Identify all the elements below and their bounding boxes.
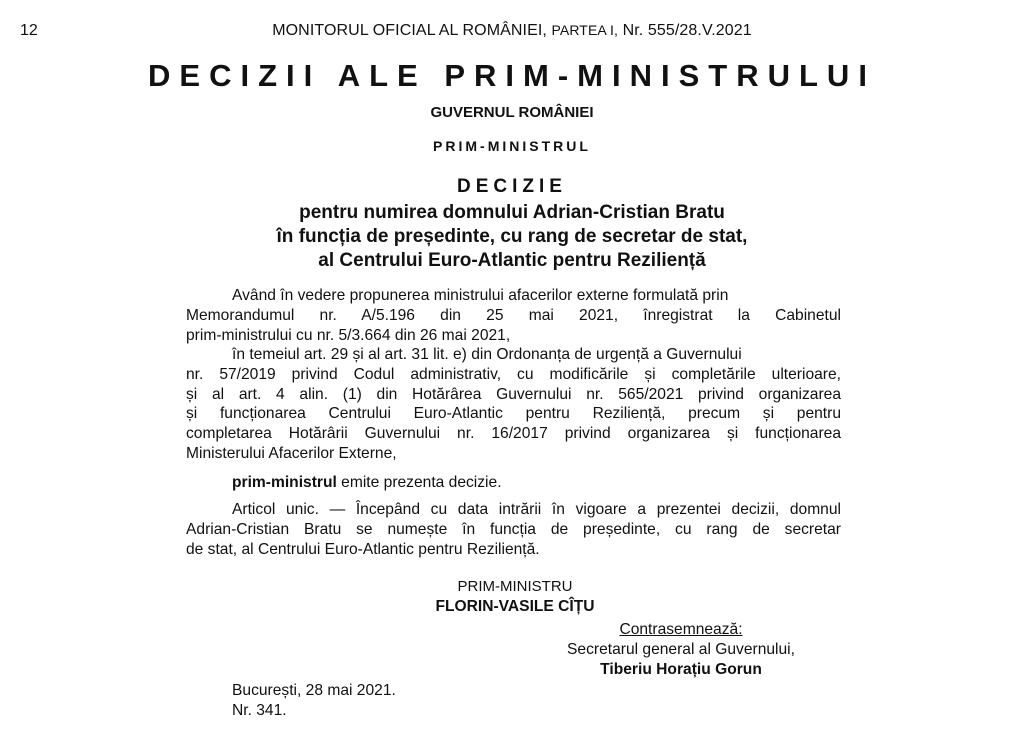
text-line: Având în vedere propunerea ministrului afacerilor externe formulată prin: [232, 287, 729, 304]
place-date: București, 28 mai 2021.: [232, 682, 396, 699]
paragraph-emits: [186, 473, 841, 493]
place-date-block: [232, 681, 396, 721]
document-title-line: pentru numirea domnului Adrian-Cristian Bratu: [299, 202, 725, 223]
signature-title: PRIM-MINISTRU: [457, 578, 573, 595]
gazette-title: MONITORUL OFICIAL AL ROMÂNIEI,: [272, 22, 547, 39]
text-line: și funcționarea Centrului Euro-Atlantic pentru Reziliență, precum și pentru: [186, 405, 841, 423]
paragraph-legal-basis: [186, 345, 841, 464]
text-line: de stat, al Centrului Euro-Atlantic pentru Reziliență.: [186, 540, 540, 558]
paragraph-considering: [186, 286, 841, 345]
countersign-name: Tiberiu Horațiu Gorun: [600, 661, 762, 678]
text-line: nr. 57/2019 privind Codul administrativ, cu modificările și completările ulterioare,: [186, 365, 841, 383]
document-title: [0, 201, 1024, 273]
text-line: Adrian-Cristian Bratu se numește în funcția de președinte, cu rang de secretar: [186, 520, 841, 538]
gazette-part: PARTEA I,: [551, 22, 619, 38]
countersign-label: Contrasemnează:: [619, 621, 743, 638]
countersign-role: Secretarul general al Guvernului,: [567, 641, 795, 658]
text-line: Ministerului Afacerilor Externe,: [186, 444, 397, 462]
text-line: [186, 473, 841, 493]
gazette-header: [0, 22, 1024, 40]
text-line: Memorandumul nr. A/5.196 din 25 mai 2021, înregistrat la Cabinetul: [186, 306, 841, 324]
text-line: și al art. 4 alin. (1) din Hotărârea Guvernului nr. 565/2021 privind organizarea: [186, 385, 841, 403]
gazette-issue: Nr. 555/28.V.2021: [622, 22, 752, 39]
emitter-bold: prim-ministrul: [232, 474, 337, 491]
paragraph-article: [186, 500, 841, 559]
document-title-line: în funcția de președinte, cu rang de secretar de stat,: [276, 226, 748, 247]
countersignature: [546, 620, 816, 680]
page-number: 12: [20, 22, 38, 39]
prime-minister-heading: PRIM-MINISTRUL: [433, 138, 591, 154]
government-heading: GUVERNUL ROMÂNIEI: [430, 104, 594, 121]
section-title: DECIZII ALE PRIM-MINISTRULUI: [148, 58, 876, 93]
document-title-line: al Centrului Euro-Atlantic pentru Reziliență: [318, 250, 706, 271]
signature-name: FLORIN-VASILE CÎȚU: [435, 598, 595, 615]
document-type: DECIZIE: [457, 176, 567, 197]
text-line: completarea Hotărârii Guvernului nr. 16/2017 privind organizarea și funcționarea: [186, 425, 841, 443]
decision-number: Nr. 341.: [232, 702, 287, 719]
text-line: în temeiul art. 29 și al art. 31 lit. e) din Ordonanța de urgență a Guvernului: [232, 346, 742, 363]
text-line: prim-ministrului cu nr. 5/3.664 din 26 mai 2021,: [186, 326, 511, 344]
text-line: Articol unic. — Începând cu data intrării în vigoare a prezentei decizii, domnul: [232, 501, 841, 518]
emit-text: emite prezenta decizie.: [336, 474, 502, 491]
